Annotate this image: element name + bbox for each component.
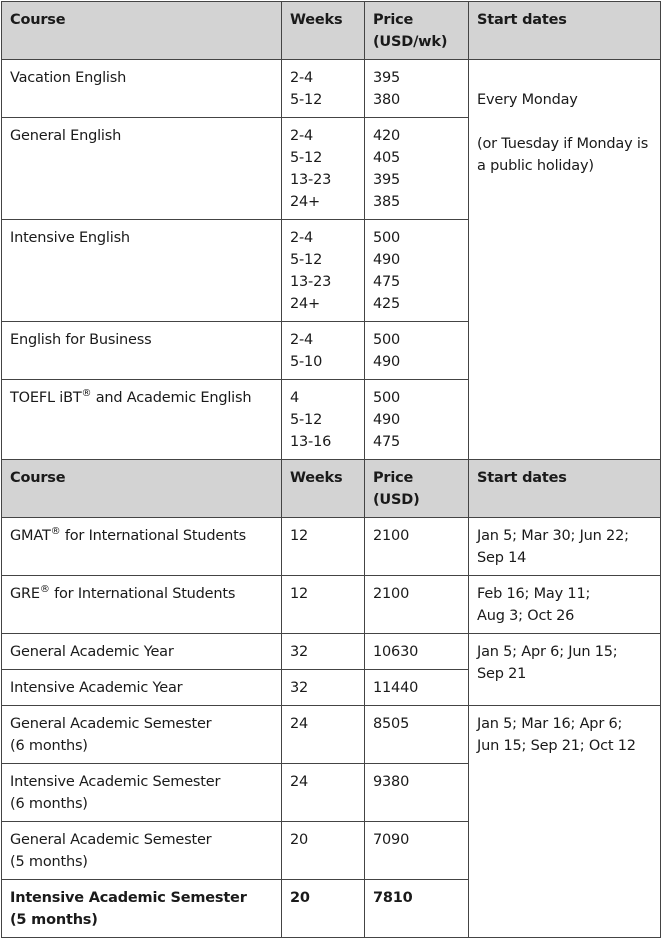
start-dates-cell: Jan 5; Mar 30; Jun 22; Sep 14 xyxy=(469,518,661,576)
price-cell: 420 405 395 385 xyxy=(365,118,469,220)
weeks-cell: 12 xyxy=(282,518,365,576)
price-cell: 500 490 475 xyxy=(365,380,469,460)
weeks-cell: 2-4 5-12 13-23 24+ xyxy=(282,220,365,322)
course-name: General Academic Semester (5 months) xyxy=(2,822,282,880)
course-name: General Academic Year xyxy=(2,634,282,670)
registered-mark: ® xyxy=(81,388,92,399)
course-name: GRE® for International Students xyxy=(2,576,282,634)
registered-mark: ® xyxy=(50,526,61,537)
price-cell: 2100 xyxy=(365,518,469,576)
price-cell: 10630 xyxy=(365,634,469,670)
weeks-cell: 2-4 5-10 xyxy=(282,322,365,380)
start-dates-cell: Feb 16; May 11; Aug 3; Oct 26 xyxy=(469,576,661,634)
price-cell: 9380 xyxy=(365,764,469,822)
start-dates-note: (or Tuesday if Monday is a public holiday) xyxy=(477,136,649,174)
weeks-cell: 32 xyxy=(282,634,365,670)
header-weeks: Weeks xyxy=(282,460,365,518)
weeks-cell: 2-4 5-12 13-23 24+ xyxy=(282,118,365,220)
start-dates-cell: Jan 5; Apr 6; Jun 15; Sep 21 xyxy=(469,634,661,706)
price-cell: 8505 xyxy=(365,706,469,764)
weeks-cell: 32 xyxy=(282,670,365,706)
course-price-table xyxy=(1,1,661,938)
registered-mark: ® xyxy=(39,584,50,595)
header-start-dates: Start dates xyxy=(469,2,661,60)
start-dates-line: Every Monday xyxy=(477,92,578,108)
course-name: TOEFL iBT® and Academic English xyxy=(2,380,282,460)
header-row xyxy=(2,2,661,60)
weeks-cell: 12 xyxy=(282,576,365,634)
weeks-cell: 2-4 5-12 xyxy=(282,60,365,118)
weeks-cell: 24 xyxy=(282,764,365,822)
weeks-cell: 20 xyxy=(282,822,365,880)
table-row xyxy=(2,518,661,576)
course-name: Intensive Academic Semester (5 months) xyxy=(2,880,282,938)
table-row xyxy=(2,576,661,634)
start-dates-cell: Jan 5; Mar 16; Apr 6; Jun 15; Sep 21; Oct 12 xyxy=(469,706,661,938)
weeks-cell: 24 xyxy=(282,706,365,764)
price-cell: 500 490 xyxy=(365,322,469,380)
course-name: Intensive Academic Semester (6 months) xyxy=(2,764,282,822)
course-name: Intensive English xyxy=(2,220,282,322)
course-name: English for Business xyxy=(2,322,282,380)
header-weeks: Weeks xyxy=(282,2,365,60)
weeks-cell: 4 5-12 13-16 xyxy=(282,380,365,460)
course-name: Vacation English xyxy=(2,60,282,118)
table-row xyxy=(2,60,661,118)
price-cell: 395 380 xyxy=(365,60,469,118)
header-start-dates: Start dates xyxy=(469,460,661,518)
table-row xyxy=(2,634,661,670)
header-row xyxy=(2,460,661,518)
table-row xyxy=(2,706,661,764)
header-price: Price (USD/wk) xyxy=(365,2,469,60)
header-course: Course xyxy=(2,2,282,60)
header-price: Price (USD) xyxy=(365,460,469,518)
price-cell: 11440 xyxy=(365,670,469,706)
course-name: Intensive Academic Year xyxy=(2,670,282,706)
price-cell: 2100 xyxy=(365,576,469,634)
course-name: GMAT® for International Students xyxy=(2,518,282,576)
course-name: General Academic Semester (6 months) xyxy=(2,706,282,764)
header-course: Course xyxy=(2,460,282,518)
weeks-cell: 20 xyxy=(282,880,365,938)
course-name: General English xyxy=(2,118,282,220)
price-cell: 7090 xyxy=(365,822,469,880)
start-dates-cell xyxy=(469,60,661,460)
price-cell: 500 490 475 425 xyxy=(365,220,469,322)
price-cell: 7810 xyxy=(365,880,469,938)
